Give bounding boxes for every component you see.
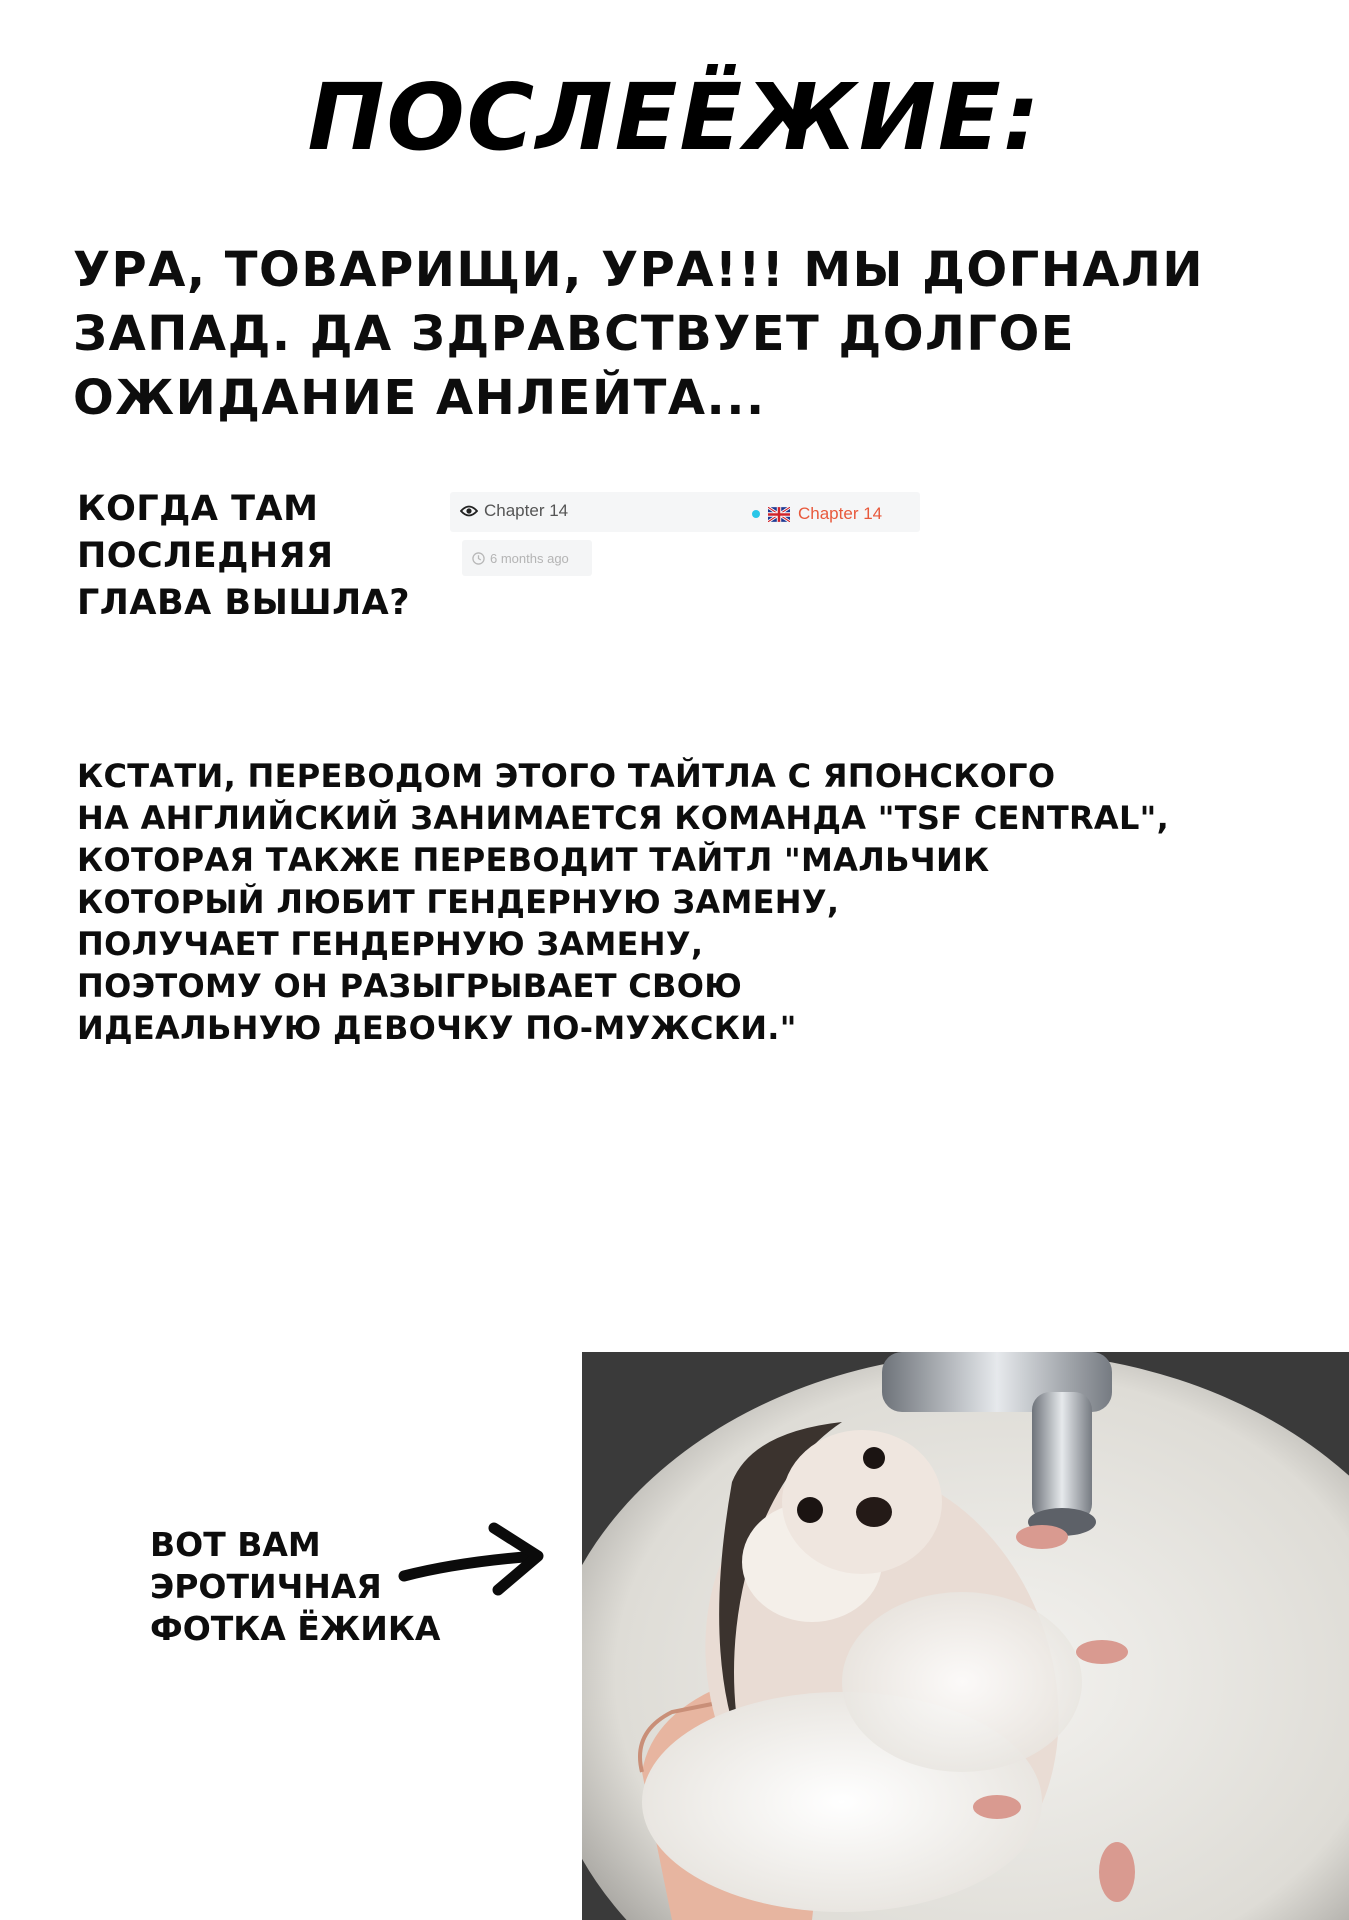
caption-line: ВОТ ВАМ [150,1525,321,1564]
note-line: КСТАТИ, ПЕРЕВОДОМ ЭТОГО ТАЙТЛА С ЯПОНСКОГО [77,757,1056,795]
question-line: ГЛАВА ВЫШЛА? [77,583,411,623]
headline [73,238,1303,430]
note-line: ПОЛУЧАЕТ ГЕНДЕРНУЮ ЗАМЕНУ, [77,925,704,963]
latest-chapter-label: Chapter 14 [798,504,883,523]
question-text [77,486,437,627]
caption-line: ФОТКА ЁЖИКА [150,1609,441,1648]
eye-icon [460,505,478,517]
note-line: КОТОРЫЙ ЛЮБИТ ГЕНДЕРНУЮ ЗАМЕНУ, [77,883,840,921]
note-line: ИДЕАЛЬНУЮ ДЕВОЧКУ ПО-МУЖСКИ." [77,1009,797,1047]
note-line: НА АНГЛИЙСКИЙ ЗАНИМАЕТСЯ КОМАНДА "TSF CENTRAL", [77,799,1170,837]
clock-icon [472,552,485,565]
uk-flag-icon [768,507,790,522]
status-dot-icon [752,510,760,518]
time-ago-label: 6 months ago [490,550,569,566]
chapter-views-label: Chapter 14 [484,501,569,520]
chapter-widget [450,492,920,532]
hedgehog-photo [582,1352,1349,1920]
question-line: ПОСЛЕДНЯЯ [77,536,334,576]
headline-line: УРА, ТОВАРИЩИ, УРА!!! МЫ ДОГНАЛИ [73,242,1205,298]
note-line: КОТОРАЯ ТАКЖЕ ПЕРЕВОДИТ ТАЙТЛ "МАЛЬЧИК [77,841,990,879]
headline-line: ЗАПАД. ДА ЗДРАВСТВУЕТ ДОЛГОЕ [73,306,1076,362]
page-title: ПОСЛЕЁЖИЕ: [307,64,1042,171]
arrow-right-icon [398,1520,546,1600]
latest-chapter-link[interactable] [752,504,882,524]
caption-line: ЭРОТИЧНАЯ [150,1567,382,1606]
time-ago-badge [462,540,592,576]
note-text [77,755,1277,1049]
question-line: КОГДА ТАМ [77,489,319,529]
note-line: ПОЭТОМУ ОН РАЗЫГРЫВАЕТ СВОЮ [77,967,743,1005]
headline-line: ОЖИДАНИЕ АНЛЕЙТА... [73,370,766,426]
chapter-views[interactable] [460,501,568,521]
